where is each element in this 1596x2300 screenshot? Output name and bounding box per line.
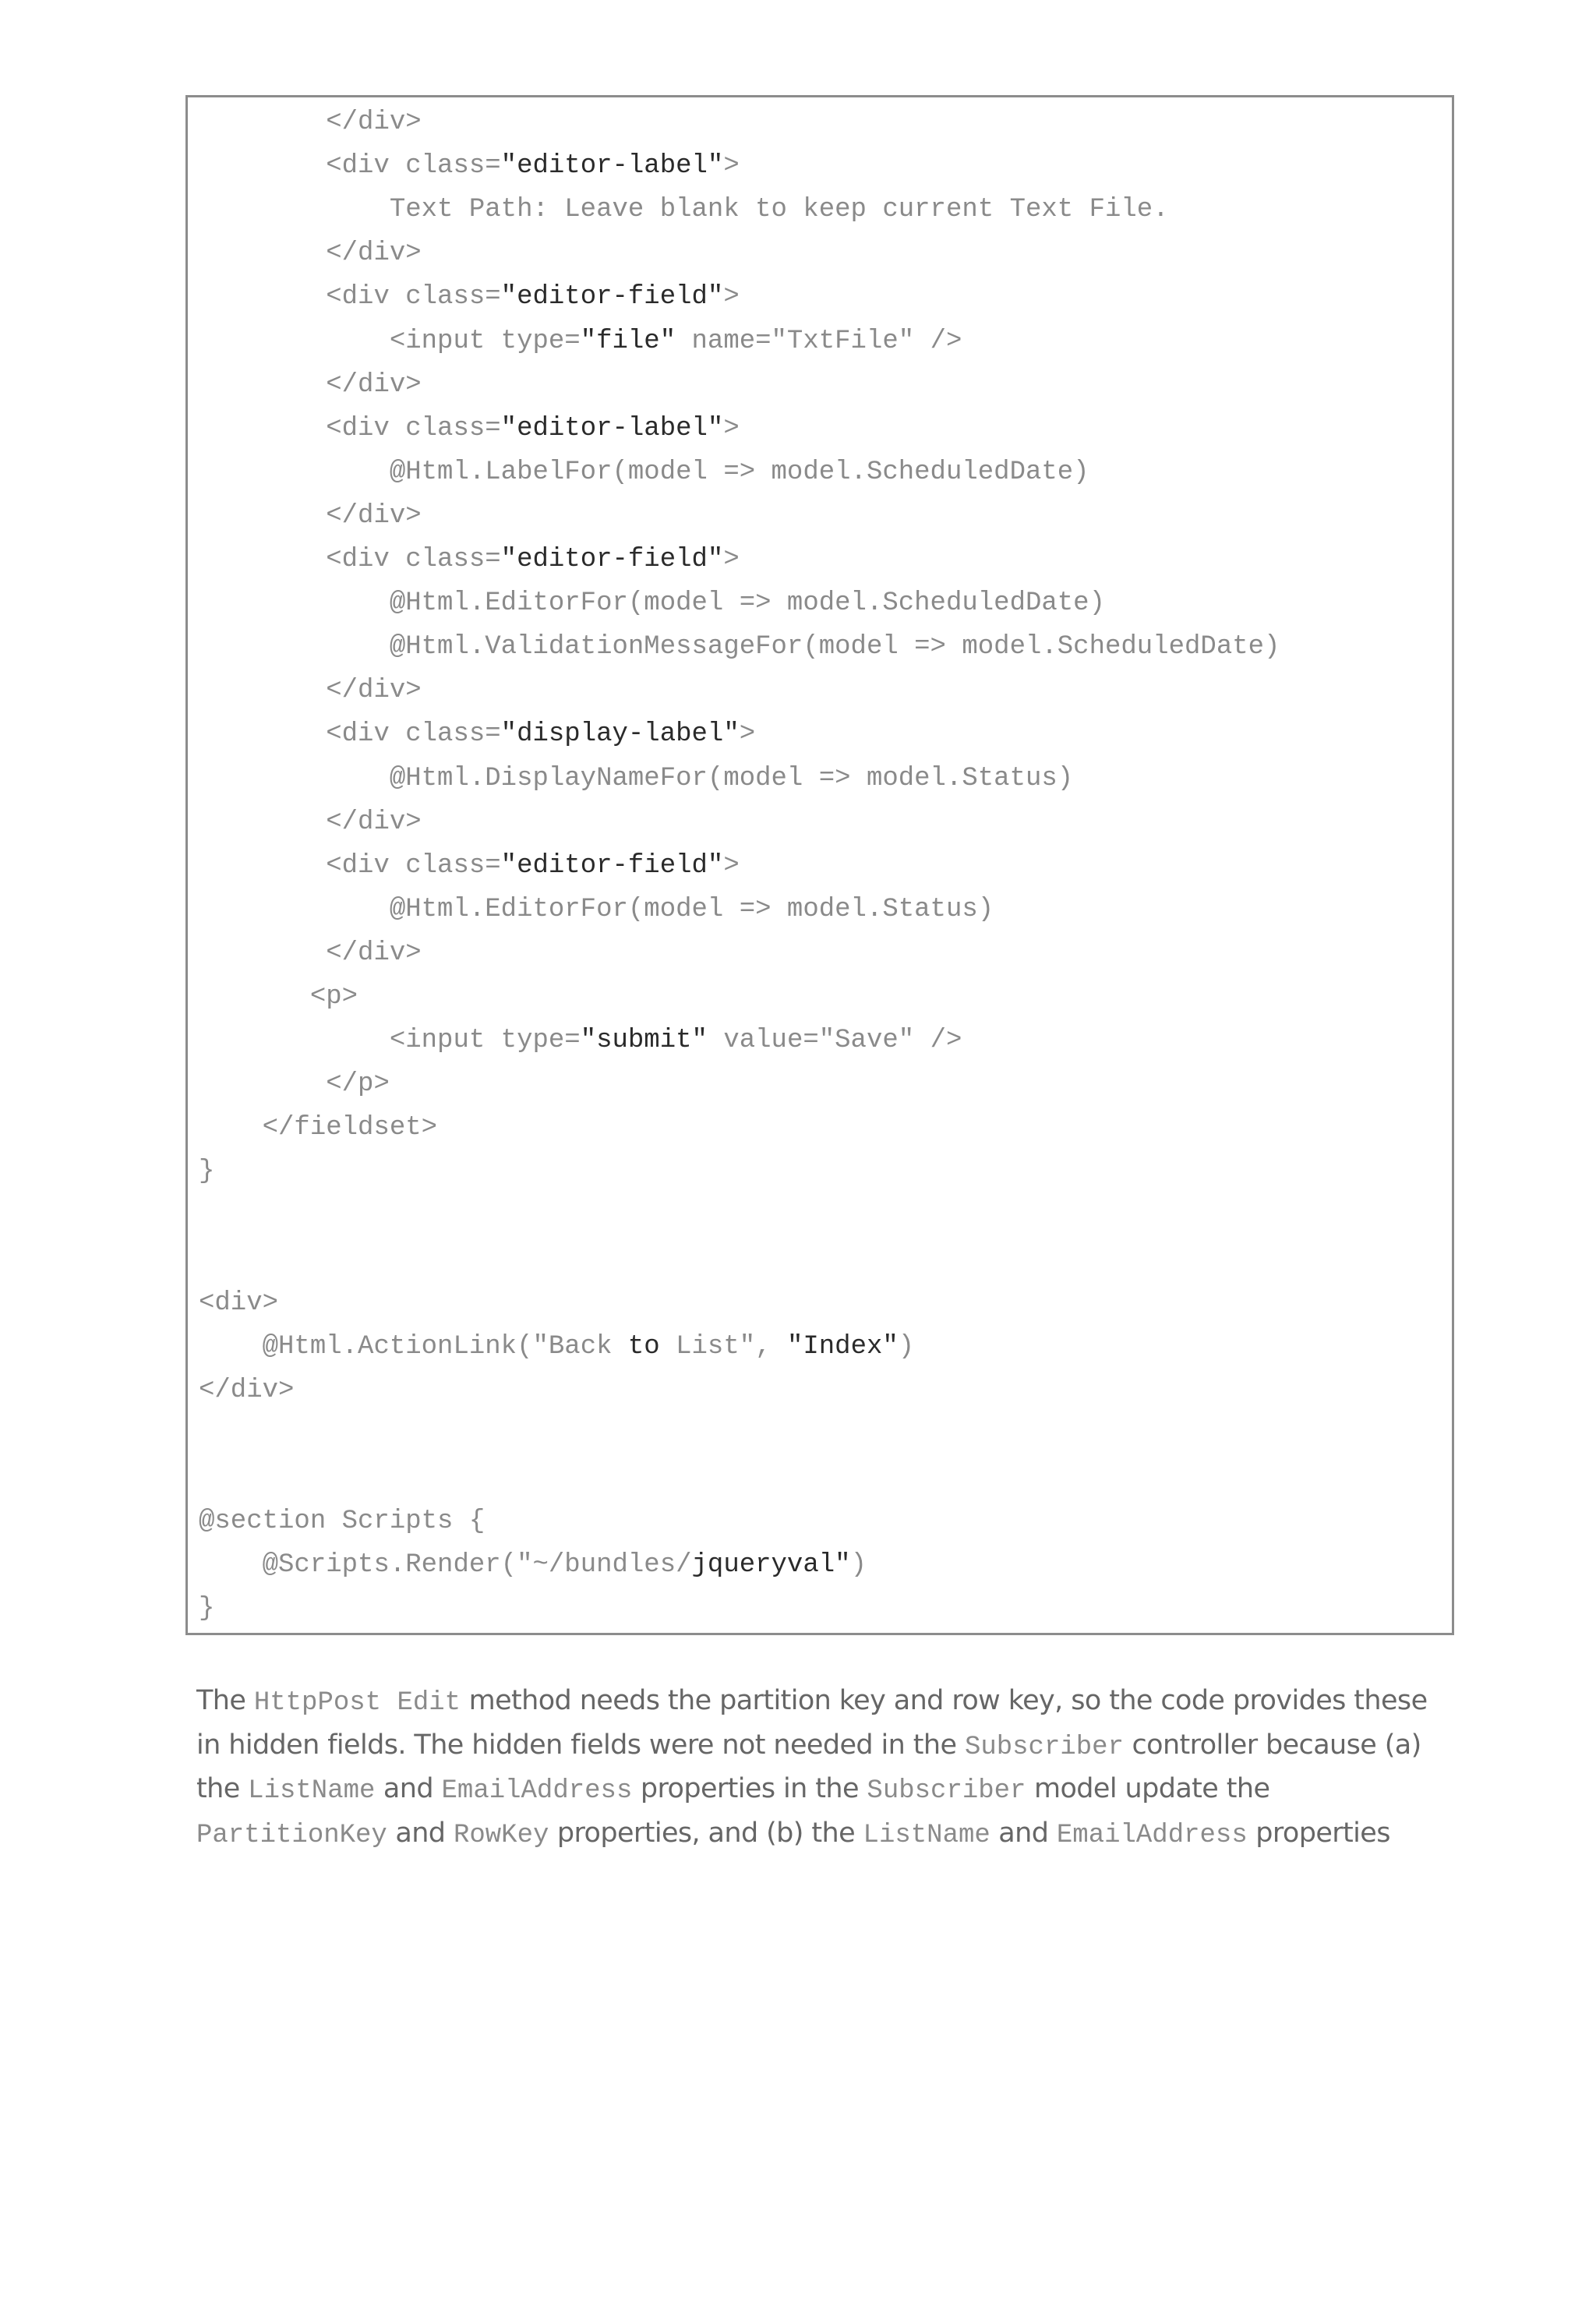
code-text: </div> bbox=[326, 238, 422, 269]
code-text: @Html.LabelFor(model => model.ScheduledDate) bbox=[389, 457, 1089, 487]
code-indent bbox=[199, 195, 390, 224]
code-text: @section Scripts { bbox=[199, 1507, 486, 1537]
inline-code: Subscriber bbox=[867, 1776, 1026, 1806]
paragraph-text: method needs the partition key and row key, so the code provides these bbox=[461, 1685, 1428, 1716]
code-line bbox=[199, 450, 1089, 494]
code-line bbox=[199, 625, 1280, 669]
code-text: </div> bbox=[326, 938, 422, 968]
code-line bbox=[199, 275, 740, 319]
code-text: </fieldset> bbox=[262, 1113, 438, 1143]
paragraph-text: and bbox=[375, 1773, 442, 1804]
paragraph-line bbox=[196, 1767, 1459, 1811]
code-text: @Html.EditorFor(model => model.ScheduledDate) bbox=[389, 588, 1105, 619]
code-line bbox=[199, 844, 740, 888]
inline-code: ListName bbox=[863, 1820, 990, 1850]
code-text: <div class= bbox=[326, 282, 501, 313]
code-text: <div class= bbox=[326, 719, 501, 750]
code-line bbox=[199, 757, 1073, 800]
code-line bbox=[199, 1019, 962, 1062]
code-text: </div> bbox=[326, 369, 422, 400]
code-indent bbox=[199, 895, 390, 924]
code-indent bbox=[199, 370, 326, 400]
code-line bbox=[199, 581, 1105, 625]
code-text: ) bbox=[898, 1331, 915, 1362]
code-text: <div> bbox=[199, 1288, 279, 1318]
paragraph-text: The bbox=[196, 1685, 254, 1716]
code-string: "display-label" bbox=[500, 719, 740, 750]
code-line bbox=[199, 975, 358, 1019]
code-line bbox=[199, 188, 1169, 231]
code-text: <div class= bbox=[326, 545, 501, 574]
code-text: value="Save" /> bbox=[707, 1026, 962, 1056]
code-line bbox=[199, 363, 422, 407]
code-text: @Html.EditorFor(model => model.Status) bbox=[389, 894, 994, 924]
inline-code: RowKey bbox=[453, 1820, 549, 1850]
paragraph-text: and bbox=[387, 1817, 454, 1849]
code-indent bbox=[199, 982, 310, 1012]
paragraph-line bbox=[196, 1811, 1459, 1856]
inline-code: Subscriber bbox=[964, 1732, 1124, 1762]
inline-code: HttpPost Edit bbox=[253, 1688, 461, 1718]
code-string: "submit" bbox=[580, 1026, 708, 1056]
code-indent bbox=[199, 282, 326, 312]
code-text: </div> bbox=[199, 1375, 295, 1405]
code-indent bbox=[199, 327, 390, 356]
paragraph-text: properties, and (b) the bbox=[549, 1817, 863, 1849]
code-string: "Index" bbox=[786, 1331, 899, 1362]
code-text: @Scripts.Render("~/bundles/ bbox=[262, 1550, 692, 1581]
code-string: "editor-field" bbox=[500, 850, 724, 881]
code-text: > bbox=[723, 151, 740, 182]
code-indent bbox=[199, 938, 326, 968]
code-indent bbox=[199, 851, 326, 881]
code-text: <input type= bbox=[389, 326, 581, 356]
code-indent bbox=[199, 1332, 263, 1362]
code-text: </div> bbox=[326, 500, 422, 531]
code-string: "editor-field" bbox=[500, 545, 724, 574]
code-text: > bbox=[723, 850, 740, 881]
code-string: "editor-label" bbox=[500, 151, 724, 182]
code-indent bbox=[199, 1550, 263, 1580]
code-line bbox=[199, 669, 422, 712]
inline-code: ListName bbox=[248, 1776, 376, 1806]
code-text: <p> bbox=[309, 982, 358, 1012]
code-line bbox=[199, 1150, 214, 1193]
code-line bbox=[199, 1500, 485, 1543]
code-line bbox=[199, 1106, 437, 1150]
paragraph-text: model update the bbox=[1026, 1773, 1270, 1804]
paragraph-line bbox=[196, 1679, 1459, 1723]
code-indent bbox=[199, 108, 326, 137]
code-text: > bbox=[739, 719, 756, 750]
code-line bbox=[199, 1543, 867, 1587]
code-line bbox=[199, 320, 962, 363]
code-indent bbox=[199, 238, 326, 268]
inline-code: PartitionKey bbox=[196, 1820, 387, 1850]
code-indent bbox=[199, 807, 326, 837]
code-string: "editor-label" bbox=[500, 413, 724, 443]
code-string: "file" bbox=[580, 326, 676, 356]
code-indent bbox=[199, 458, 390, 487]
code-text: </div> bbox=[326, 108, 422, 137]
inline-code: EmailAddress bbox=[441, 1776, 633, 1806]
code-line bbox=[199, 931, 422, 975]
paragraph-text: and bbox=[990, 1817, 1057, 1849]
code-line bbox=[199, 1369, 294, 1412]
code-indent bbox=[199, 1113, 263, 1143]
code-text: > bbox=[723, 545, 740, 574]
code-text: name="TxtFile" /> bbox=[676, 326, 962, 356]
code-indent bbox=[199, 632, 390, 662]
code-line bbox=[199, 538, 740, 581]
code-text: ) bbox=[850, 1550, 867, 1581]
code-indent bbox=[199, 545, 326, 574]
code-line bbox=[199, 800, 422, 844]
inline-code: EmailAddress bbox=[1056, 1820, 1248, 1850]
code-text: @Html.DisplayNameFor(model => model.Status) bbox=[389, 763, 1074, 793]
code-text: <input type= bbox=[389, 1026, 581, 1056]
code-line bbox=[199, 494, 422, 538]
code-indent bbox=[199, 719, 326, 749]
code-indent bbox=[199, 151, 326, 181]
code-text: Text Path: Leave blank to keep current Text File. bbox=[389, 195, 1169, 225]
code-text: > bbox=[723, 413, 740, 443]
code-indent bbox=[199, 676, 326, 705]
code-indent bbox=[199, 414, 326, 443]
code-line bbox=[199, 1062, 390, 1106]
code-text: </div> bbox=[326, 807, 422, 837]
code-text: </p> bbox=[326, 1069, 390, 1100]
code-line bbox=[199, 1325, 914, 1369]
paragraph-text: properties bbox=[1247, 1817, 1390, 1849]
code-text: } bbox=[199, 1594, 215, 1624]
paragraph-text: in hidden fields. The hidden fields were not needed in the bbox=[196, 1729, 965, 1761]
code-indent bbox=[199, 764, 390, 793]
code-string: "editor-field" bbox=[500, 282, 724, 313]
code-line bbox=[199, 712, 755, 756]
code-line bbox=[199, 144, 740, 188]
code-text: <div class= bbox=[326, 413, 501, 443]
code-text: @Html.ActionLink("Back bbox=[262, 1331, 628, 1362]
paragraph-text: the bbox=[196, 1773, 249, 1804]
code-block bbox=[185, 95, 1454, 1635]
paragraph-text: properties in the bbox=[632, 1773, 867, 1804]
code-line bbox=[199, 1281, 278, 1325]
code-line bbox=[199, 1587, 214, 1630]
paragraph-line bbox=[196, 1723, 1459, 1768]
code-line bbox=[199, 231, 422, 275]
code-line bbox=[199, 101, 422, 144]
code-string: jqueryval" bbox=[691, 1550, 851, 1581]
code-text: </div> bbox=[326, 676, 422, 706]
code-text: } bbox=[199, 1157, 215, 1187]
body-paragraph bbox=[196, 1679, 1459, 1855]
code-text: @Html.ValidationMessageFor(model => model.ScheduledDate) bbox=[389, 632, 1280, 662]
paragraph-text: controller because (a) bbox=[1123, 1729, 1421, 1761]
code-indent bbox=[199, 1026, 390, 1055]
code-text: > bbox=[723, 282, 740, 313]
code-string: to bbox=[627, 1331, 660, 1362]
code-indent bbox=[199, 588, 390, 618]
code-indent bbox=[199, 501, 326, 531]
code-text: <div class= bbox=[326, 151, 501, 182]
code-line bbox=[199, 407, 740, 450]
code-line bbox=[199, 888, 994, 931]
code-indent bbox=[199, 1069, 326, 1099]
code-text: <div class= bbox=[326, 850, 501, 881]
code-text: List", bbox=[659, 1331, 787, 1362]
